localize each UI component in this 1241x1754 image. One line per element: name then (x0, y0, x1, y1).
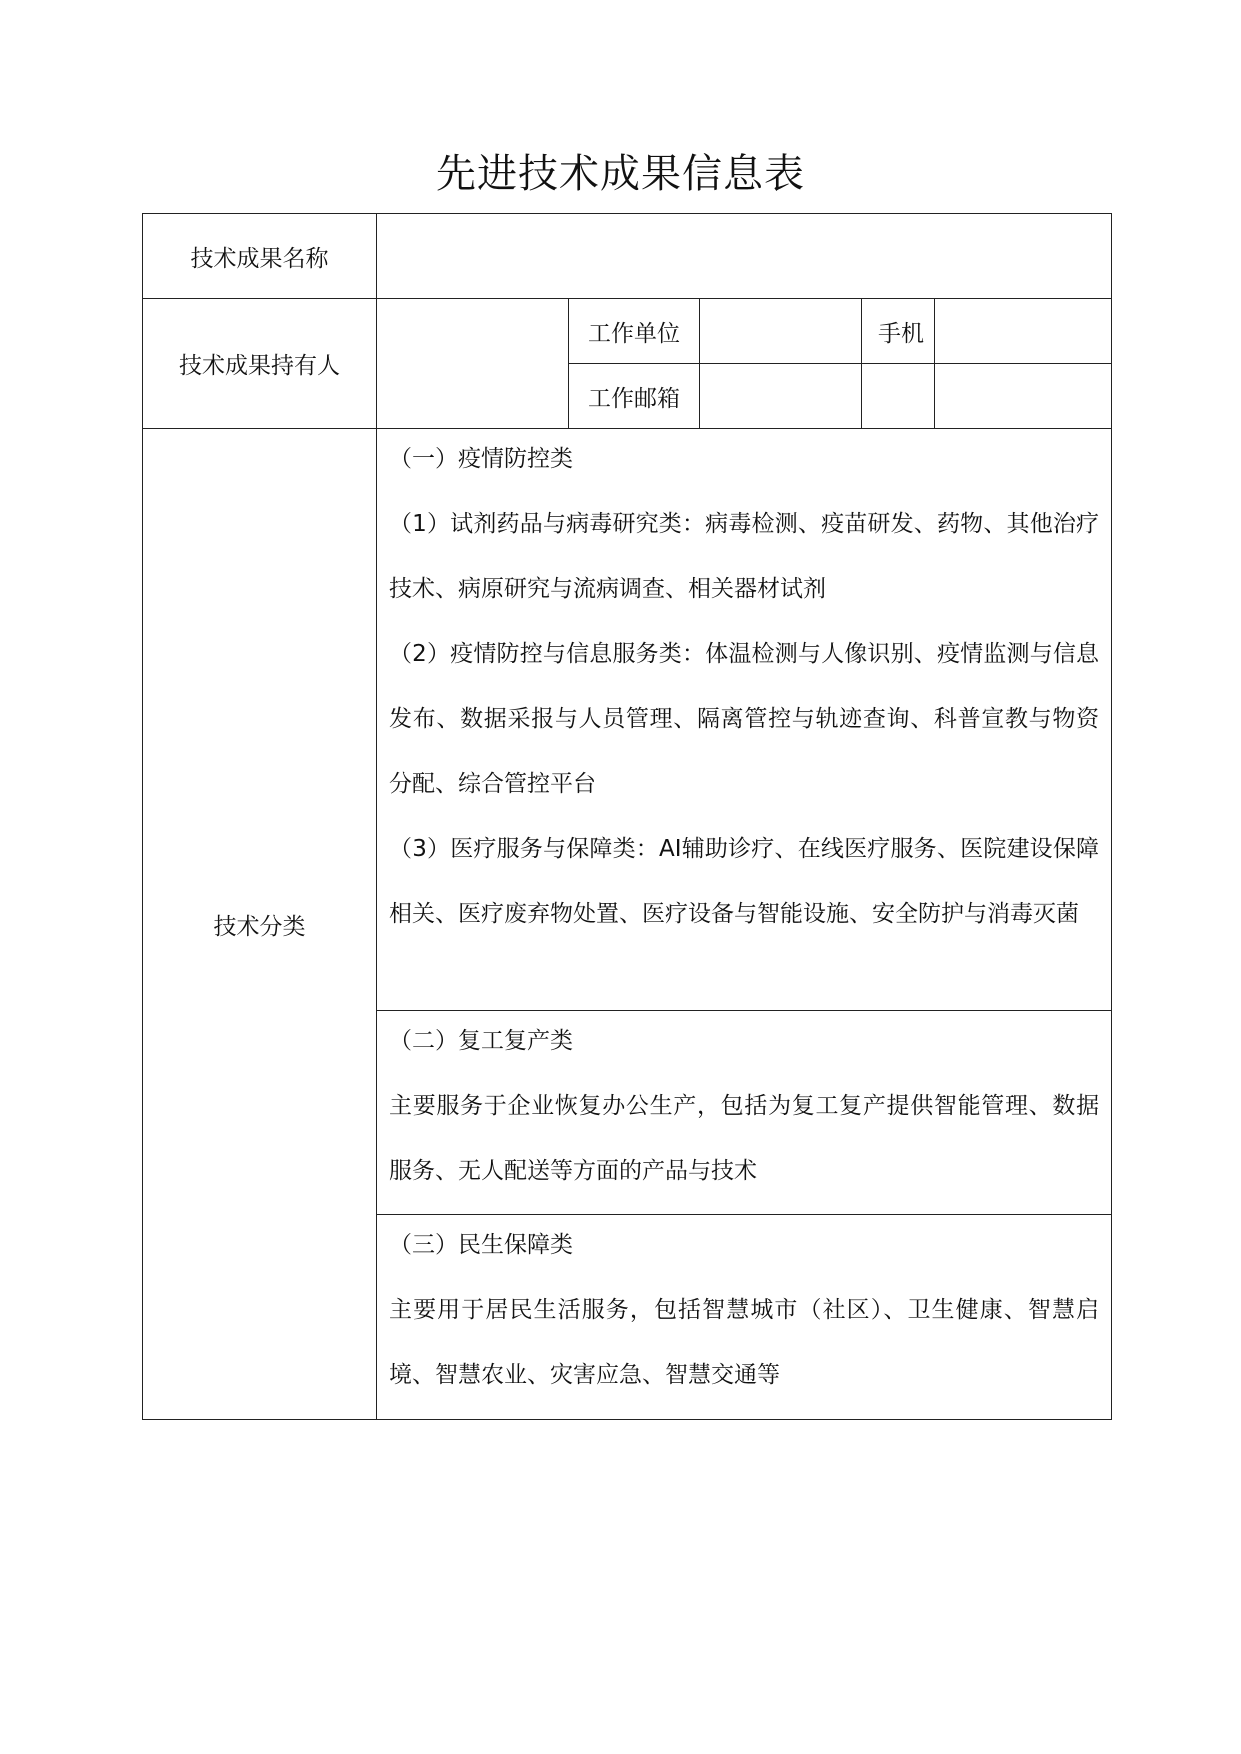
row-category-epidemic (143, 429, 1112, 1011)
row-achievement-name (143, 214, 1112, 299)
phone-label: 手机 (862, 299, 935, 364)
work-unit-field[interactable] (700, 299, 862, 364)
category-livelihood-description: 主要用于居民生活服务，包括智慧城市（社区）、卫生健康、智慧启境、智慧农业、灾害应急、智慧交通等 (389, 1297, 1100, 1388)
holder-label: 技术成果持有人 (143, 299, 377, 429)
row-holder-top (143, 299, 1112, 364)
category-resumption-description: 主要服务于企业恢复办公生产，包括为复工复产提供智能管理、数据服务、无人配送等方面的产品与技术 (389, 1093, 1100, 1184)
achievement-name-field[interactable] (377, 214, 1112, 299)
category-livelihood-heading: （三）民生保障类 (389, 1232, 573, 1258)
category-epidemic-item: （3）医疗服务与保障类：AI辅助诊疗、在线医疗服务、医院建设保障相关、医疗废弃物处置、医疗设备与智能设施、安全防护与消毒灭菌 (389, 836, 1100, 927)
holder-field[interactable] (377, 299, 569, 429)
work-email-field[interactable] (700, 364, 862, 429)
category-resumption-block (377, 1011, 1112, 1215)
page-title: 先进技术成果信息表 (436, 151, 805, 197)
work-email-label: 工作邮箱 (569, 364, 700, 429)
work-unit-label: 工作单位 (569, 299, 700, 364)
category-epidemic-heading: （一）疫情防控类 (389, 446, 573, 472)
category-epidemic-item: （1）试剂药品与病毒研究类：病毒检测、疫苗研发、药物、其他治疗技术、病原研究与流病调查、相关器材试剂 (389, 511, 1100, 602)
category-livelihood-block (377, 1215, 1112, 1420)
blank-label-cell (862, 364, 935, 429)
achievement-name-label: 技术成果名称 (143, 214, 377, 299)
blank-value-cell[interactable] (935, 364, 1112, 429)
category-label: 技术分类 (143, 429, 377, 1420)
category-resumption-heading: （二）复工复产类 (389, 1028, 573, 1054)
category-epidemic-item: （2）疫情防控与信息服务类：体温检测与人像识别、疫情监测与信息发布、数据采报与人员管理、隔离管控与轨迹查询、科普宣教与物资分配、综合管控平台 (389, 641, 1100, 797)
category-epidemic-block (377, 429, 1112, 1011)
phone-field[interactable] (935, 299, 1112, 364)
info-form-table (142, 213, 1112, 1420)
